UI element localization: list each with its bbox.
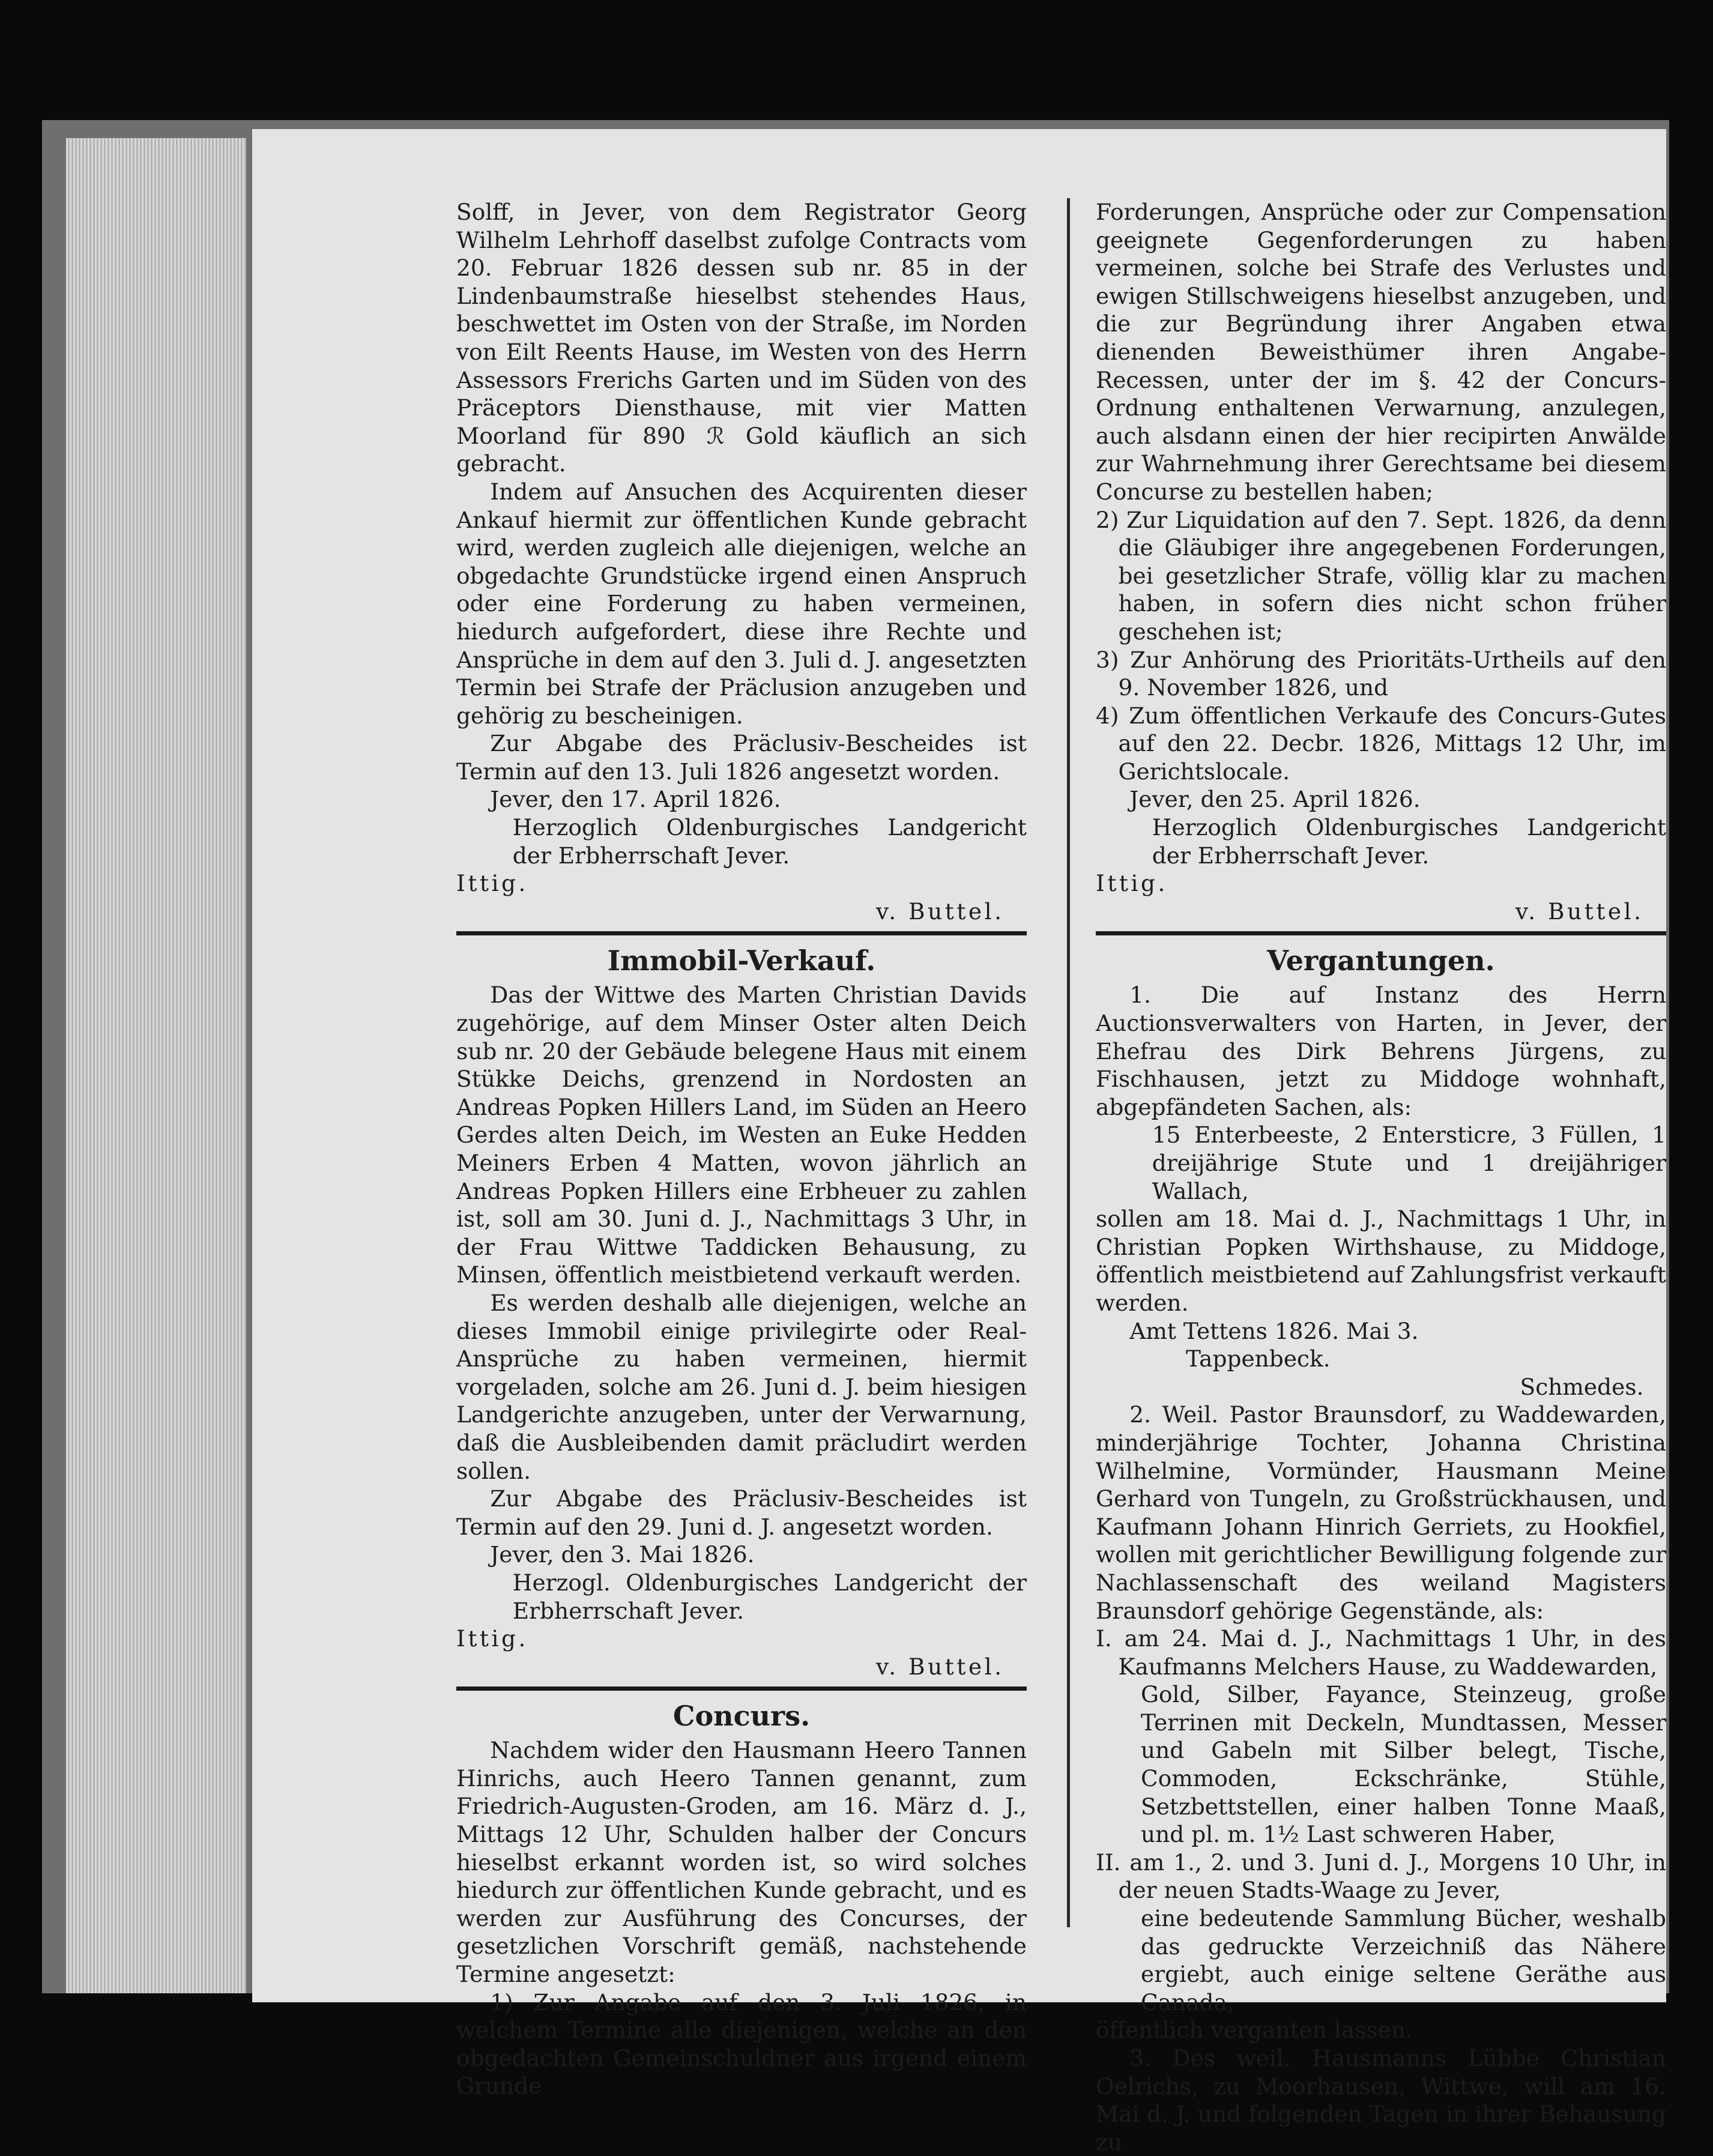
notice-text: Zur Abgabe des Präclusiv-Bescheides ist Termin auf den 29. Juni d. J. angesetzt worden.: [456, 1485, 1027, 1540]
notice-text: Es werden deshalb alle diejenigen, welche an dieses Immobil einige privilegirte oder Real-Ansprüche zu haben vermeinen, hiermit vorgeladen, solche am 26. Juni d. J. beim hiesigen Landgerichte anzugeben, unter der Verwarnung, daß die Ausbleibenden damit präcludirt werden sollen.: [456, 1289, 1027, 1484]
notice-text: sollen am 18. Mai d. J., Nachmittags 1 Uhr, in Christian Popken Wirthshause, zu Middoge, öffentlich meistbietend auf Zahlungsfrist verkauft werden.: [1096, 1206, 1666, 1316]
notice-text: eine bedeutende Sammlung Bücher, weshalb das gedruckte Verzeichniß das Nähere ergiebt, auch einige seltene Geräthe aus Canada,: [1141, 1905, 1666, 2016]
signature-name: Ittig.: [1096, 870, 1168, 897]
right-column: [1096, 198, 1666, 2156]
section-rule: [456, 931, 1027, 935]
signature-name: Ittig.: [456, 870, 528, 897]
notice-date: Jever, den 17. April 1826.: [490, 786, 781, 813]
notice-date: Jever, den 25. April 1826.: [1129, 786, 1421, 813]
notice-text: I. am 24. Mai d. J., Nachmittags 1 Uhr, in des Kaufmanns Melchers Hause, zu Waddewarden,: [1096, 1625, 1666, 1680]
notice-text: 4) Zum öffentlichen Verkaufe des Concurs-Gutes auf den 22. Decbr. 1826, Mittags 12 Uhr, im Gerichtslocale.: [1096, 702, 1666, 785]
signature-name: Ittig.: [456, 1625, 528, 1652]
left-column: [456, 198, 1027, 2100]
notice-text: 3. Des weil. Hausmanns Lübbe Christian Oelrichs, zu Moorhausen, Wittwe, will am 16. Mai d. J. und folgenden Tagen in ihrer Behausung zu: [1096, 2045, 1666, 2155]
signature-name: v. Buttel.: [875, 898, 1005, 925]
signature-name: Schmedes.: [1520, 1373, 1644, 1400]
court-signature: Herzoglich Oldenburgisches Landgericht der Erbherrschaft Jever.: [1152, 814, 1666, 869]
section-heading: Immobil-Verkauf.: [607, 944, 876, 977]
notice-date: Jever, den 3. Mai 1826.: [490, 1541, 755, 1568]
signature-name: v. Buttel.: [1515, 898, 1644, 925]
signature-name: v. Buttel.: [875, 1653, 1005, 1680]
notice-text: 15 Enterbeeste, 2 Entersticre, 3 Füllen, 1 dreijährige Stute und 1 dreijähriger Wallach,: [1152, 1122, 1666, 1204]
notice-text: 2) Zur Liquidation auf den 7. Sept. 1826, da denn die Gläubiger ihre angegebenen Forderungen, bei gesetzlicher Strafe, völlig klar zu machen haben, in sofern dies nicht schon früher geschehen ist;: [1096, 506, 1666, 645]
notice-text: 3) Zur Anhörung des Prioritäts-Urtheils auf den 9. November 1826, und: [1096, 646, 1666, 701]
section-heading: Concurs.: [672, 1700, 811, 1733]
notice-text: öffentlich verganten lassen.: [1096, 2017, 1413, 2044]
notice-text: Indem auf Ansuchen des Acquirenten dieser Ankauf hiermit zur öffentlichen Kunde gebracht wird, werden zugleich alle diejenigen, welche an obgedachte Grundstücke irgend einen Anspruch oder eine Forderung zu haben vermeinen, hiedurch aufgefordert, diese ihre Rechte und Ansprüche in dem auf den 3. Juli d. J. angesetzten Termin bei Strafe der Präclusion anzugeben und gehörig zu bescheinigen.: [456, 478, 1027, 729]
column-divider: [1067, 198, 1070, 1927]
notice-text: Zur Abgabe des Präclusiv-Bescheides ist Termin auf den 13. Juli 1826 angesetzt worden.: [456, 730, 1027, 785]
section-rule: [1096, 931, 1666, 935]
page-edges: [66, 138, 246, 1993]
notice-text: Das der Wittwe des Marten Christian Davids zugehörige, auf dem Minser Oster alten Deich sub nr. 20 der Gebäude belegene Haus mit einem Stükke Deichs, grenzend in Nordosten an Andreas Popken Hillers Land, im Süden an Heero Gerdes alten Deich, im Westen an Euke Hedden Meiners Erben 4 Matten, wovon jährlich an Andreas Popken Hillers eine Erbheuer zu zahlen ist, soll am 30. Juni d. J., Nachmittags 3 Uhr, in der Frau Wittwe Taddicken Behausung, zu Minsen, öffentlich meistbietend verkauft werden.: [456, 982, 1027, 1288]
court-signature: Herzogl. Oldenburgisches Landgericht der Erbherrschaft Jever.: [512, 1569, 1027, 1624]
notice-text: Nachdem wider den Hausmann Heero Tannen Hinrichs, auch Heero Tannen genannt, zum Friedrich-Augusten-Groden, am 16. März d. J., Mittags 12 Uhr, Schulden halber der Concurs hieselbst erkannt worden ist, so wird solches hiedurch zur öffentlichen Kunde gebracht, und es werden zur Ausführung des Concurses, der gesetzlichen Vorschrift gemäß, nachstehende Termine angesetzt:: [456, 1737, 1027, 1988]
notice-text: Gold, Silber, Fayance, Steinzeug, große Terrinen mit Deckeln, Mundtassen, Messer und Gabeln mit Silber belegt, Tische, Commoden, Eckschränke, Stühle, Setzbettstellen, einer halben Tonne Maaß, und pl. m. 1½ Last schweren Haber,: [1141, 1681, 1666, 1848]
notice-text: Solff, in Jever, von dem Registrator Georg Wilhelm Lehrhoff daselbst zufolge Contracts vom 20. Februar 1826 dessen sub nr. 85 in der Lindenbaumstraße hieselbst stehendes Haus, beschwettet im Osten von der Straße, im Norden von Eilt Reents Hause, im Westen von des Herrn Assessors Frerichs Garten und im Süden von des Präceptors Diensthause, mit vier Matten Moorland für 890 ℛ Gold käuflich an sich gebracht.: [456, 199, 1027, 477]
notice-text: II. am 1., 2. und 3. Juni d. J., Morgens 10 Uhr, in der neuen Stadts-Waage zu Jever,: [1096, 1849, 1666, 1904]
signature-name: Tappenbeck.: [1186, 1345, 1331, 1372]
notice-text: 1. Die auf Instanz des Herrn Auctionsverwalters von Harten, in Jever, der Ehefrau des Dirk Behrens Jürgens, zu Fischhausen, jetzt zu Middoge wohnhaft, abgepfändeten Sachen, als:: [1096, 982, 1666, 1120]
court-signature: Herzoglich Oldenburgisches Landgericht der Erbherrschaft Jever.: [512, 814, 1027, 869]
notice-date: Amt Tettens 1826. Mai 3.: [1129, 1317, 1419, 1344]
notice-text: Forderungen, Ansprüche oder zur Compensation geeignete Gegenforderungen zu haben vermeinen, solche bei Strafe des Verlustes und ewigen Stillschweigens hieselbst anzugeben, und die zur Begründung ihrer Angaben etwa dienenden Beweisthümer ihren Angabe-Recessen, unter der im §. 42 der Concurs-Ordnung enthaltenen Verwarnung, anzulegen, auch alsdann einen der hier recipirten Anwälde zur Wahrnehmung ihrer Gerechtsame bei diesem Concurse zu bestellen haben;: [1096, 199, 1666, 505]
notice-text: 2. Weil. Pastor Braunsdorf, zu Waddewarden, minderjährige Tochter, Johanna Christina Wilhelmine, Vormünder, Hausmann Meine Gerhard von Tungeln, zu Großstrückhausen, und Kaufmann Johann Hinrich Gerriets, zu Hookfiel, wollen mit gerichtlicher Bewilligung folgende zur Nachlassenschaft des weiland Magisters Braunsdorf gehörige Gegenstände, als:: [1096, 1401, 1666, 1624]
section-rule: [456, 1686, 1027, 1691]
section-heading: Vergantungen.: [1267, 944, 1495, 977]
notice-text: 1) Zur Angabe auf den 3. Juli 1826, in welchem Termine alle diejenigen, welche an den obgedachten Gemeinschuldner aus irgend einem Grunde: [456, 1988, 1027, 2100]
